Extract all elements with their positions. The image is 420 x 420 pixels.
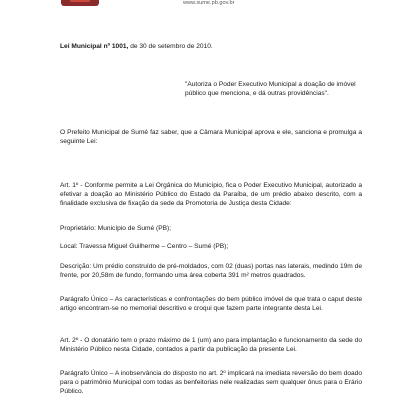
ementa: "Autoriza o Poder Executivo Municipal a doação de imóvel público que menciona, e dá outras providências". xyxy=(185,81,356,98)
preamble: O Prefeito Municipal de Sumé faz saber, que a Câmara Municipal aprova e ele, sanciona e promulga a seguinte Lei: xyxy=(60,129,362,146)
description-paragraph: Descrição: Um prédio construído de pré-moldados, com 02 (duas) portas nas laterais, medindo 19m de frente, por 20,58m de fundo, formando uma área coberta 391 m² metros quadrados. xyxy=(60,263,362,280)
sole-paragraph-2: Parágrafo Único – A inobservância do disposto no art. 2º implicará na imediata reversão do bem doado para o patrimônio Municipal com todas as benfeitorias nele realizadas sem qualquer ônus para o Erário Público. xyxy=(60,370,363,396)
site-url: www.sume.pb.gov.br xyxy=(183,0,235,6)
logo-emblem xyxy=(70,0,90,2)
law-date: de 30 de setembro de 2010. xyxy=(128,43,213,50)
article-2: Art. 2º - O donatário tem o prazo máximo de 1 (um) ano para implantação e funcionamento da sede do Ministério Público nesta Cidade, contados a partir da publicação da presente Lei. xyxy=(60,337,362,354)
law-number: Lei Municipal nº 1001, xyxy=(60,43,129,50)
municipal-logo xyxy=(61,0,99,6)
article-1: Art. 1º - Conforme permite a Lei Orgânica do Município, fica o Poder Executivo Municipal, autorizado a efetivar a doação ao Ministério Público do Estado da Paraíba, de um prédio abaixo descrito, com a finalidade exclusiva de fixação da sede da Promotoria de Justiça desta Cidade: xyxy=(60,182,362,208)
location-line: Local: Travessa Miguel Guilherme – Centro – Sumé (PB); xyxy=(60,243,229,250)
sole-paragraph-1: Parágrafo Único – As características e confrontações do bem público imóvel de que trata o caput deste artigo encontram-se no memorial descritivo e croqui que fazem parte integrante desta Lei. xyxy=(60,296,362,313)
owner-line: Proprietário: Município de Sumé (PB); xyxy=(60,225,172,232)
law-title xyxy=(60,42,362,51)
